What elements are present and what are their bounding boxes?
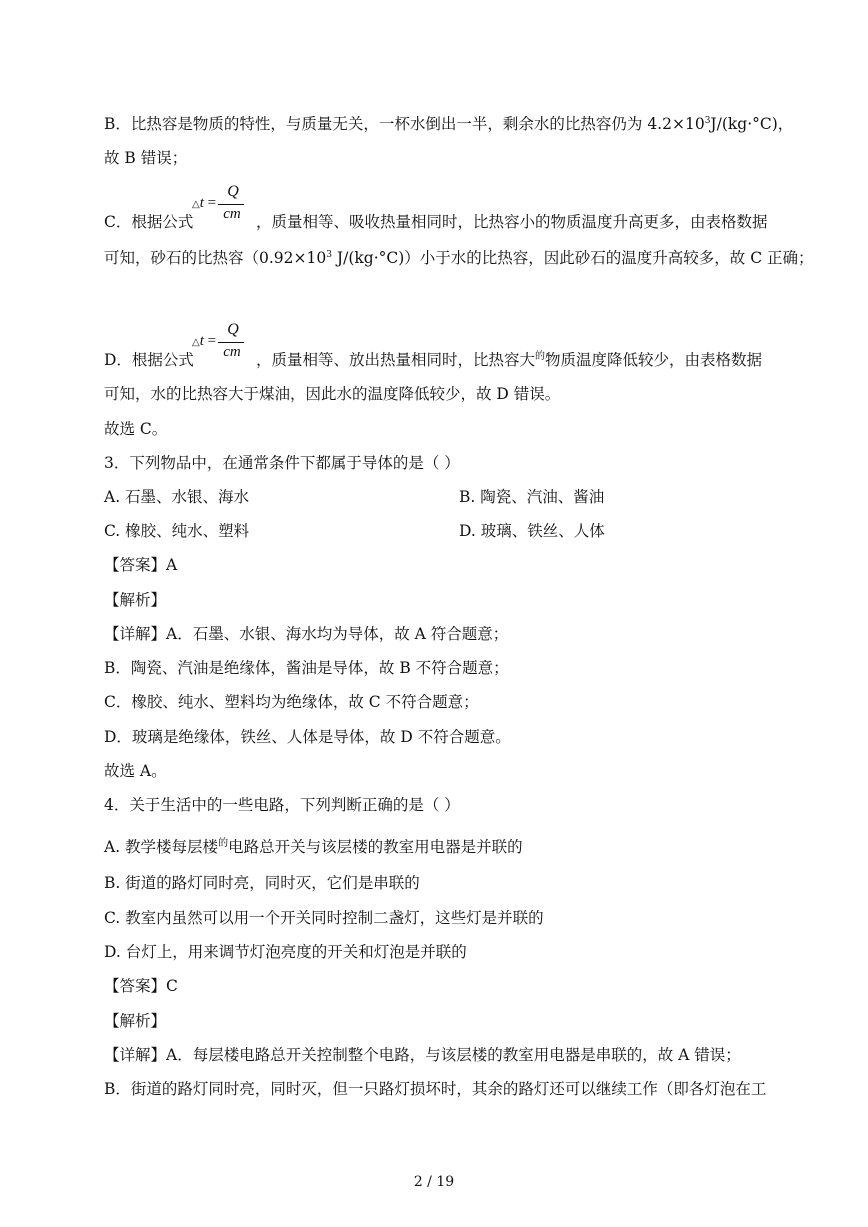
question-3: 3．下列物品中，在通常条件下都属于导体的是（ ） [104,454,460,472]
option-a: A. 教学楼每层楼$^的$电路总开关与该层楼的教室用电器是并联的 [104,837,523,856]
answer-label: 【答案】C [104,977,178,995]
text-line: D．玻璃是绝缘体，铁丝、人体是导体，故 D 不符合题意。 [104,728,511,746]
option-b: B. 街道的路灯同时亮，同时灭，它们是串联的 [104,874,420,892]
text-line: B．陶瓷、汽油是绝缘体，酱油是导体，故 B 不符合题意； [104,659,509,677]
option-a: A. 石墨、水银、海水 [104,488,250,506]
text-line: 故选 A。 [104,762,167,780]
analysis-label: 【解析】 [104,591,167,609]
text-line: 【详解】A．石墨、水银、海水均为导体，故 A 符合题意； [104,625,509,643]
text-line-b: B．比热容是物质的特性，与质量无关，一杯水倒出一半，剩余水的比热容仍为 $4.2\times 10^3J/(kg\cdot^\circ C)$， [104,115,794,133]
analysis-label: 【解析】 [104,1012,167,1030]
page-number: 2 / 19 [413,1174,455,1190]
formula-delta-t-2: △t = Q cm [192,321,252,365]
text-line-c-head: C．根据公式 [104,213,194,231]
text-line: B．街道的路灯同时亮，同时灭，但一只路灯损坏时，其余的路灯还可以继续工作（即各灯泡在工 [104,1080,767,1098]
text-line: 可知，水的比热容大于煤油，因此水的温度降低较少，故 D 错误。 [104,385,561,403]
question-4: 4．关于生活中的一些电路，下列判断正确的是（ ） [104,796,460,814]
text-line: 可知，砂石的比热容（$0.92\times 10^3$ J/(kg·°C)）小于水的比热容，因此砂石的温度升高较多，故 C 正确； [104,249,814,267]
option-c: C. 橡胶、纯水、塑料 [104,522,250,540]
option-d: D. 玻璃、铁丝、人体 [459,522,605,540]
text-line: 【详解】A．每层楼电路总开关控制整个电路，与该层楼的教室用电器是串联的，故 A 错误； [104,1046,741,1064]
text-line-c-tail: ，质量相等、吸收热量相同时，比热容小的物质温度升高更多，由表格数据 [256,213,768,231]
text-line: 故 B 错误； [104,149,188,167]
text-line: C．橡胶、纯水、塑料均为绝缘体，故 C 不符合题意； [104,693,479,711]
option-c: C. 教室内虽然可以用一个开关同时控制二盏灯，这些灯是并联的 [104,909,544,927]
text-line-d-head: D．根据公式 [104,351,194,369]
option-b: B. 陶瓷、汽油、酱油 [459,488,605,506]
formula-delta-t-1: △t = Q cm [192,183,252,227]
option-d: D. 台灯上，用来调节灯泡亮度的开关和灯泡是并联的 [104,943,467,961]
text-line-d-tail: ，质量相等、放出热量相同时，比热容大$^的$物质温度降低较少，由表格数据 [256,350,763,369]
answer-label: 【答案】A [104,556,178,574]
text-line: 故选 C。 [104,420,168,438]
